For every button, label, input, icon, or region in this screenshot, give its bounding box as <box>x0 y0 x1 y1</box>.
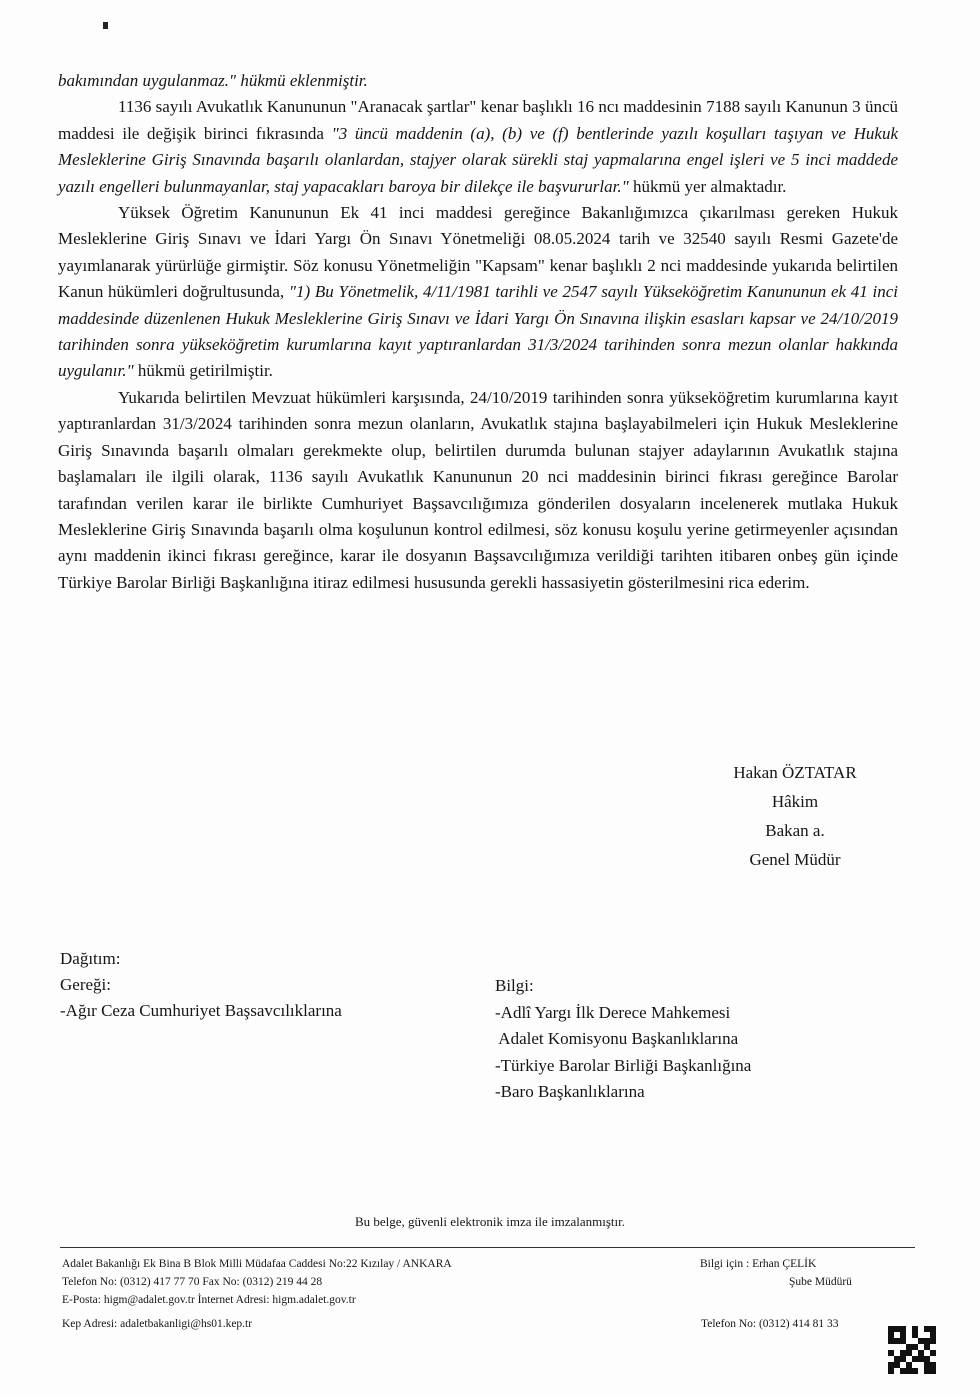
footer-phone-fax: Telefon No: (0312) 417 77 70 Fax No: (0312) 219 44 28 <box>62 1276 323 1288</box>
footer-info-contact <box>700 1255 880 1291</box>
bilgi-item: -Türkiye Barolar Birliği Başkanlığına <box>495 1055 752 1075</box>
scan-mark <box>103 22 108 29</box>
paragraph-2: 1136 sayılı Avukatlık Kanununun "Aranacak şartlar" kenar başlıklı 16 ncı maddesinin 7188 sayılı Kanunun 3 üncü maddesi ile değişik birinci fıkrasında "3 üncü maddenin (a), (b) ve (f) bentlerinde yazılı koşulları taşıyan ve Hukuk Mesleklerine Giriş Sınavında başarılı olanlardan, stajyer olarak sürekli staj yapmalarına engel işleri ve 5 inci maddede yazılı engelleri bulunmayanlar, staj yapacakları baroya bir dilekçe ile başvururlar." hükmü yer almaktadır. <box>58 97 898 196</box>
distribution-list <box>60 946 440 1024</box>
footer-divider <box>60 1247 915 1248</box>
footer-address: Adalet Bakanlığı Ek Bina B Blok Milli Müdafaa Caddesi No:22 Kızılay / ANKARA <box>62 1258 452 1270</box>
signature-block <box>700 758 890 874</box>
info-contact-title: Şube Müdürü <box>789 1276 852 1288</box>
paragraph-1-text: bakımından uygulanmaz." hükmü eklenmiştir. <box>58 71 368 90</box>
signer-title: Hâkim <box>771 792 819 811</box>
bilgi-label: Bilgi: <box>495 976 534 995</box>
distribution-heading: Dağıtım: <box>60 949 121 968</box>
bilgi-item: Adalet Komisyonu Başkanlıklarına <box>495 1029 739 1048</box>
letter-body <box>58 68 898 596</box>
qr-code-icon <box>888 1326 936 1374</box>
paragraph-1 <box>58 68 898 94</box>
paragraph-3: Yüksek Öğretim Kanununun Ek 41 inci maddesi gereğince Bakanlığımızca çıkarılması gereken Hukuk Mesleklerine Giriş Sınavı ve İdari Yargı Ön Sınavı Yönetmeliği 08.05.2024 tarih ve 32540 sayılı Resmi Gazete'de yayımlanarak yürürlüğe girmiştir. Söz konusu Yönetmeliğin "Kapsam" kenar başlıklı 2 nci maddesinde yukarıda belirtilen Kanun hükümleri doğrultusunda, "1) Bu Yönetmelik, 4/11/1981 tarihli ve 2547 sayılı Yükseköğretim Kanununun ek 41 inci maddesinde düzenlenen Hukuk Mesleklerine Giriş Sınavı ve İdari Yargı Ön Sınavına ilişkin esasları kapsar ve 24/10/2019 tarihinden sonra yükseköğretim kurumlarına kayıt yaptıranlardan 31/3/2024 tarihinden sonra mezun olanlar hakkında uygulanır." hükmü getirilmiştir. <box>58 203 899 381</box>
footer-contact <box>62 1255 582 1309</box>
info-list <box>495 973 875 1106</box>
bilgi-item: -Baro Başkanlıklarına <box>495 1082 645 1101</box>
signer-name: Hakan ÖZTATAR <box>733 763 857 782</box>
info-contact-phone: Telefon No: (0312) 414 81 33 <box>701 1318 839 1330</box>
gerekli-item: -Ağır Ceza Cumhuriyet Başsavcılıklarına <box>60 1001 342 1020</box>
footer-email-web: E-Posta: higm@adalet.gov.tr İnternet Adresi: higm.adalet.gov.tr <box>62 1294 356 1306</box>
paragraph-4: Yukarıda belirtilen Mevzuat hükümleri karşısında, 24/10/2019 tarihinden sonra yükseköğretim kurumlarına kayıt yaptıranlardan 31/3/2024 tarihinden sonra mezun olanların, Avukatlık stajına başlayabilmeleri için Hukuk Mesleklerine Giriş Sınavında başarılı olmaları gerekmekte olup, belirtilen durumda bulunan stajyer adaylarının Avukatlık stajına başlamaları ile ilgili olarak, 1136 sayılı Avukatlık Kanununun 20 nci maddesinin birinci fıkrası gereğince Barolar tarafından verilen karar ile birlikte Cumhuriyet Başsavcılığımıza gönderilen dosyaların incelenerek mutlaka Hukuk Mesleklerine Giriş Sınavında başarılı olma koşulunun kontrol edilmesi, söz konusu koşulu yerine getirmeyenler açısından aynı maddenin ikinci fıkrası gereğince, karar ile dosyanın Başsavcılığımıza verildiği tarihten itibaren onbeş gün içinde Türkiye Barolar Birliği Başkanlığına itiraz edilmesi hususunda gerekli hassasiyetin gösterilmesini rica ederim. <box>58 387 898 592</box>
gerekli-label: Gereği: <box>60 975 111 994</box>
signer-position: Genel Müdür <box>749 850 841 869</box>
esign-note: Bu belge, güvenli elektronik imza ile imzalanmıştır. <box>354 1214 626 1229</box>
info-contact-name: Bilgi için : Erhan ÇELİK <box>700 1258 817 1270</box>
footer-kep: Kep Adresi: adaletbakanligi@hs01.kep.tr <box>62 1318 253 1330</box>
bilgi-item: -Adlî Yargı İlk Derece Mahkemesi <box>495 1002 731 1022</box>
law-quote-1: "3 üncü maddenin (a), (b) ve (f) bentlerinde yazılı koşulları taşıyan ve Hukuk Mesleklerine Giriş Sınavında başarılı olanlardan, stajyer olarak sürekli staj yapmalarına engel işleri ve 5 inci maddede yazılı engelleri bulunmayanlar, staj yapacakları baroya bir dilekçe ile başvururlar." <box>58 123 898 196</box>
regulation-quote: "1) Bu Yönetmelik, 4/11/1981 tarihli ve 2547 sayılı Yükseköğretim Kanununun ek 41 inci maddesinde düzenlenen Hukuk Mesleklerine Giriş Sınavı ve İdari Yargı Ön Sınavına ilişkin esasları kapsar ve 24/10/2019 tarihinden sonra yükseköğretim kurumlarına kayıt yaptıranlardan 31/3/2024 tarihinden sonra mezun olanlar hakkında uygulanır." <box>58 282 899 381</box>
signer-capacity: Bakan a. <box>765 821 825 840</box>
